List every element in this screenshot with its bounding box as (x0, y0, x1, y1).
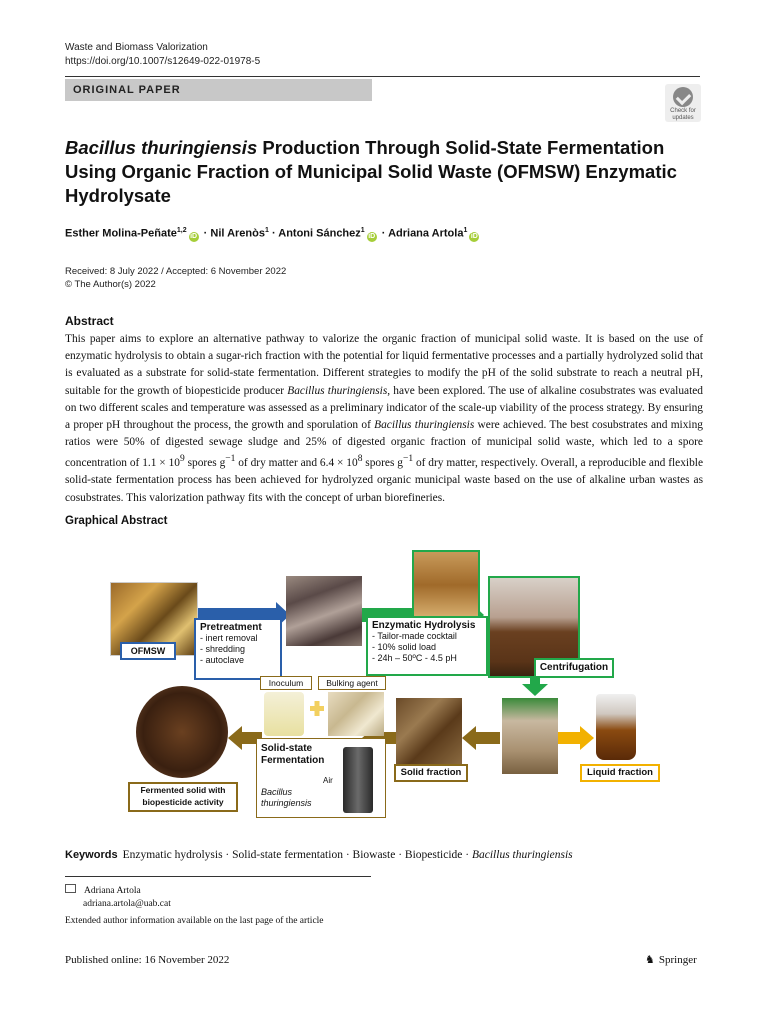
centrifuge-tube-photo (502, 698, 558, 774)
abstract-heading: Abstract (65, 314, 114, 328)
liquid-fraction-label: Liquid fraction (580, 764, 660, 782)
ssf-box (256, 738, 386, 818)
graphical-abstract-heading: Graphical Abstract (65, 515, 168, 527)
pretreatment-item: - autoclave (200, 655, 245, 665)
article-type-badge: ORIGINAL PAPER (65, 79, 372, 101)
solid-fraction-label: Solid fraction (394, 764, 468, 782)
envelope-icon (65, 884, 76, 893)
ofmsw-label: OFMSW (120, 642, 176, 660)
author-name[interactable]: Antoni Sánchez (278, 227, 361, 240)
liquid-flask-photo (596, 694, 636, 760)
fermented-solid-photo (136, 686, 228, 778)
author-name[interactable]: Esther Molina-Peñate (65, 227, 177, 240)
check-updates-label: Check for updates (670, 108, 696, 121)
bt-label-2: thuringiensis (261, 798, 312, 808)
springer-horse-icon: ♞ (645, 954, 655, 966)
hydrolysis-item: - 24h – 50ºC - 4.5 pH (372, 653, 457, 663)
doi-link[interactable]: https://doi.org/10.1007/s12649-022-01978-5 (65, 56, 261, 67)
hydrolysis-item: - Tailor-made cocktail (372, 631, 457, 641)
hydrolysis-title: Enzymatic Hydrolysis (372, 620, 476, 631)
graphical-abstract-figure (106, 546, 658, 816)
pretreatment-item: - inert removal (200, 633, 258, 643)
copyright: © The Author(s) 2022 (65, 279, 156, 290)
keywords: Keywords Enzymatic hydrolysis · Solid-state fermentation · Biowaste · Biopesticide · Bacillus thuringiensis (65, 849, 573, 861)
air-label: Air (323, 776, 333, 785)
abstract-text: This paper aims to explore an alternative pathway to valorize the organic fraction of municipal solid waste. It is based on the use of enzymatic hydrolysis to obtain a sugar-rich fraction with the potential for liquid fermentative processes and a partially hydrolyzed solid that is evaluated as a substrate for solid-state fermentation. Different strategies to modify the pH of the solid substrate to reach a neutral pH, suitable for the growth of biopesticide producer Bacillus thuringiensis, have been explored. The use of alkaline cosubstrates was evaluated on two different scales and temperature was assessed as a preliminary indicator of the scale-up viability of the process strategy. By ensuring a proper pH throughout the process, the growth and sporulation of Bacillus thuringiensis were achieved. The best cosubstrates and mixing ratios were 50% of digested sewage sludge and 25% of digested organic fraction of municipal solid waste, which led to a spore concentration of $1.1 \times 10^9$ spores $g^{-1}$ of dry matter and $6.4 \times 10^8$ spores $g^{-1}$ of dry matter, respectively. Overall, a reproducible and flexible solid-state fermentation process has been achieved for hydrolyzed organic municipal waste based on the use of alkaline urban wastes as cosubstrates. This valorization pathway fits with the concept of urban biorefineries. (65, 333, 703, 504)
orcid-icon[interactable]: iD (368, 232, 376, 240)
fermented-solid-label: Fermented solid with biopesticide activity (128, 782, 238, 812)
author-list: Esther Molina-Peñate$^{1,2}$iD · Nil Arenòs$^1$ · Antoni Sánchez$^1$iD · Adriana Artola$^1$iD (65, 227, 478, 240)
pretreatment-item: - shredding (200, 644, 246, 654)
bulking-agent-photo (328, 692, 384, 736)
hydrolysis-item: - 10% solid load (372, 642, 437, 652)
shredded-waste-photo (286, 576, 362, 646)
author-name[interactable]: Nil Arenòs (210, 227, 265, 240)
orcid-icon[interactable]: iD (190, 232, 198, 240)
inoculum-label: Inoculum (260, 676, 312, 690)
bt-label-1: Bacillus (261, 787, 293, 797)
bioreactor-photo (343, 747, 373, 813)
centrifugation-label: Centrifugation (534, 658, 614, 678)
inoculum-flask-photo (264, 692, 304, 736)
pretreatment-title: Pretreatment (200, 622, 262, 633)
correspondence: Adriana Artola adriana.artola@uab.cat (65, 884, 171, 911)
author-name[interactable]: Adriana Artola (388, 227, 464, 240)
dates-block (65, 265, 286, 291)
ssf-title-2: Fermentation (261, 755, 325, 766)
check-for-updates-button[interactable] (665, 84, 701, 122)
orcid-icon[interactable]: iD (470, 232, 478, 240)
hydrolysis-flask-photo (412, 550, 480, 620)
article-title: Bacillus thuringiensis Production Through Solid-State Fermentation Using Organic Fraction of Municipal Solid Waste (OFMSW) Enzymatic Hydrolysate (65, 137, 677, 206)
hydrolysis-box (366, 616, 488, 676)
published-date: Published online: 16 November 2022 (65, 954, 230, 966)
publisher-logo: ♞ Springer (645, 954, 697, 966)
extended-info: Extended author information available on the last page of the article (65, 916, 324, 926)
header-rule (65, 76, 700, 77)
solid-fraction-photo (396, 698, 462, 764)
bulking-agent-label: Bulking agent (318, 676, 386, 690)
footnote-rule (65, 876, 371, 877)
ssf-title-1: Solid-state (261, 743, 313, 754)
received-accepted: Received: 8 July 2022 / Accepted: 6 November 2022 (65, 266, 287, 277)
email-link[interactable]: adriana.artola@uab.cat (83, 899, 171, 909)
pretreatment-box (194, 618, 282, 680)
journal-name: Waste and Biomass Valorization (65, 42, 208, 53)
check-updates-icon (673, 87, 693, 107)
